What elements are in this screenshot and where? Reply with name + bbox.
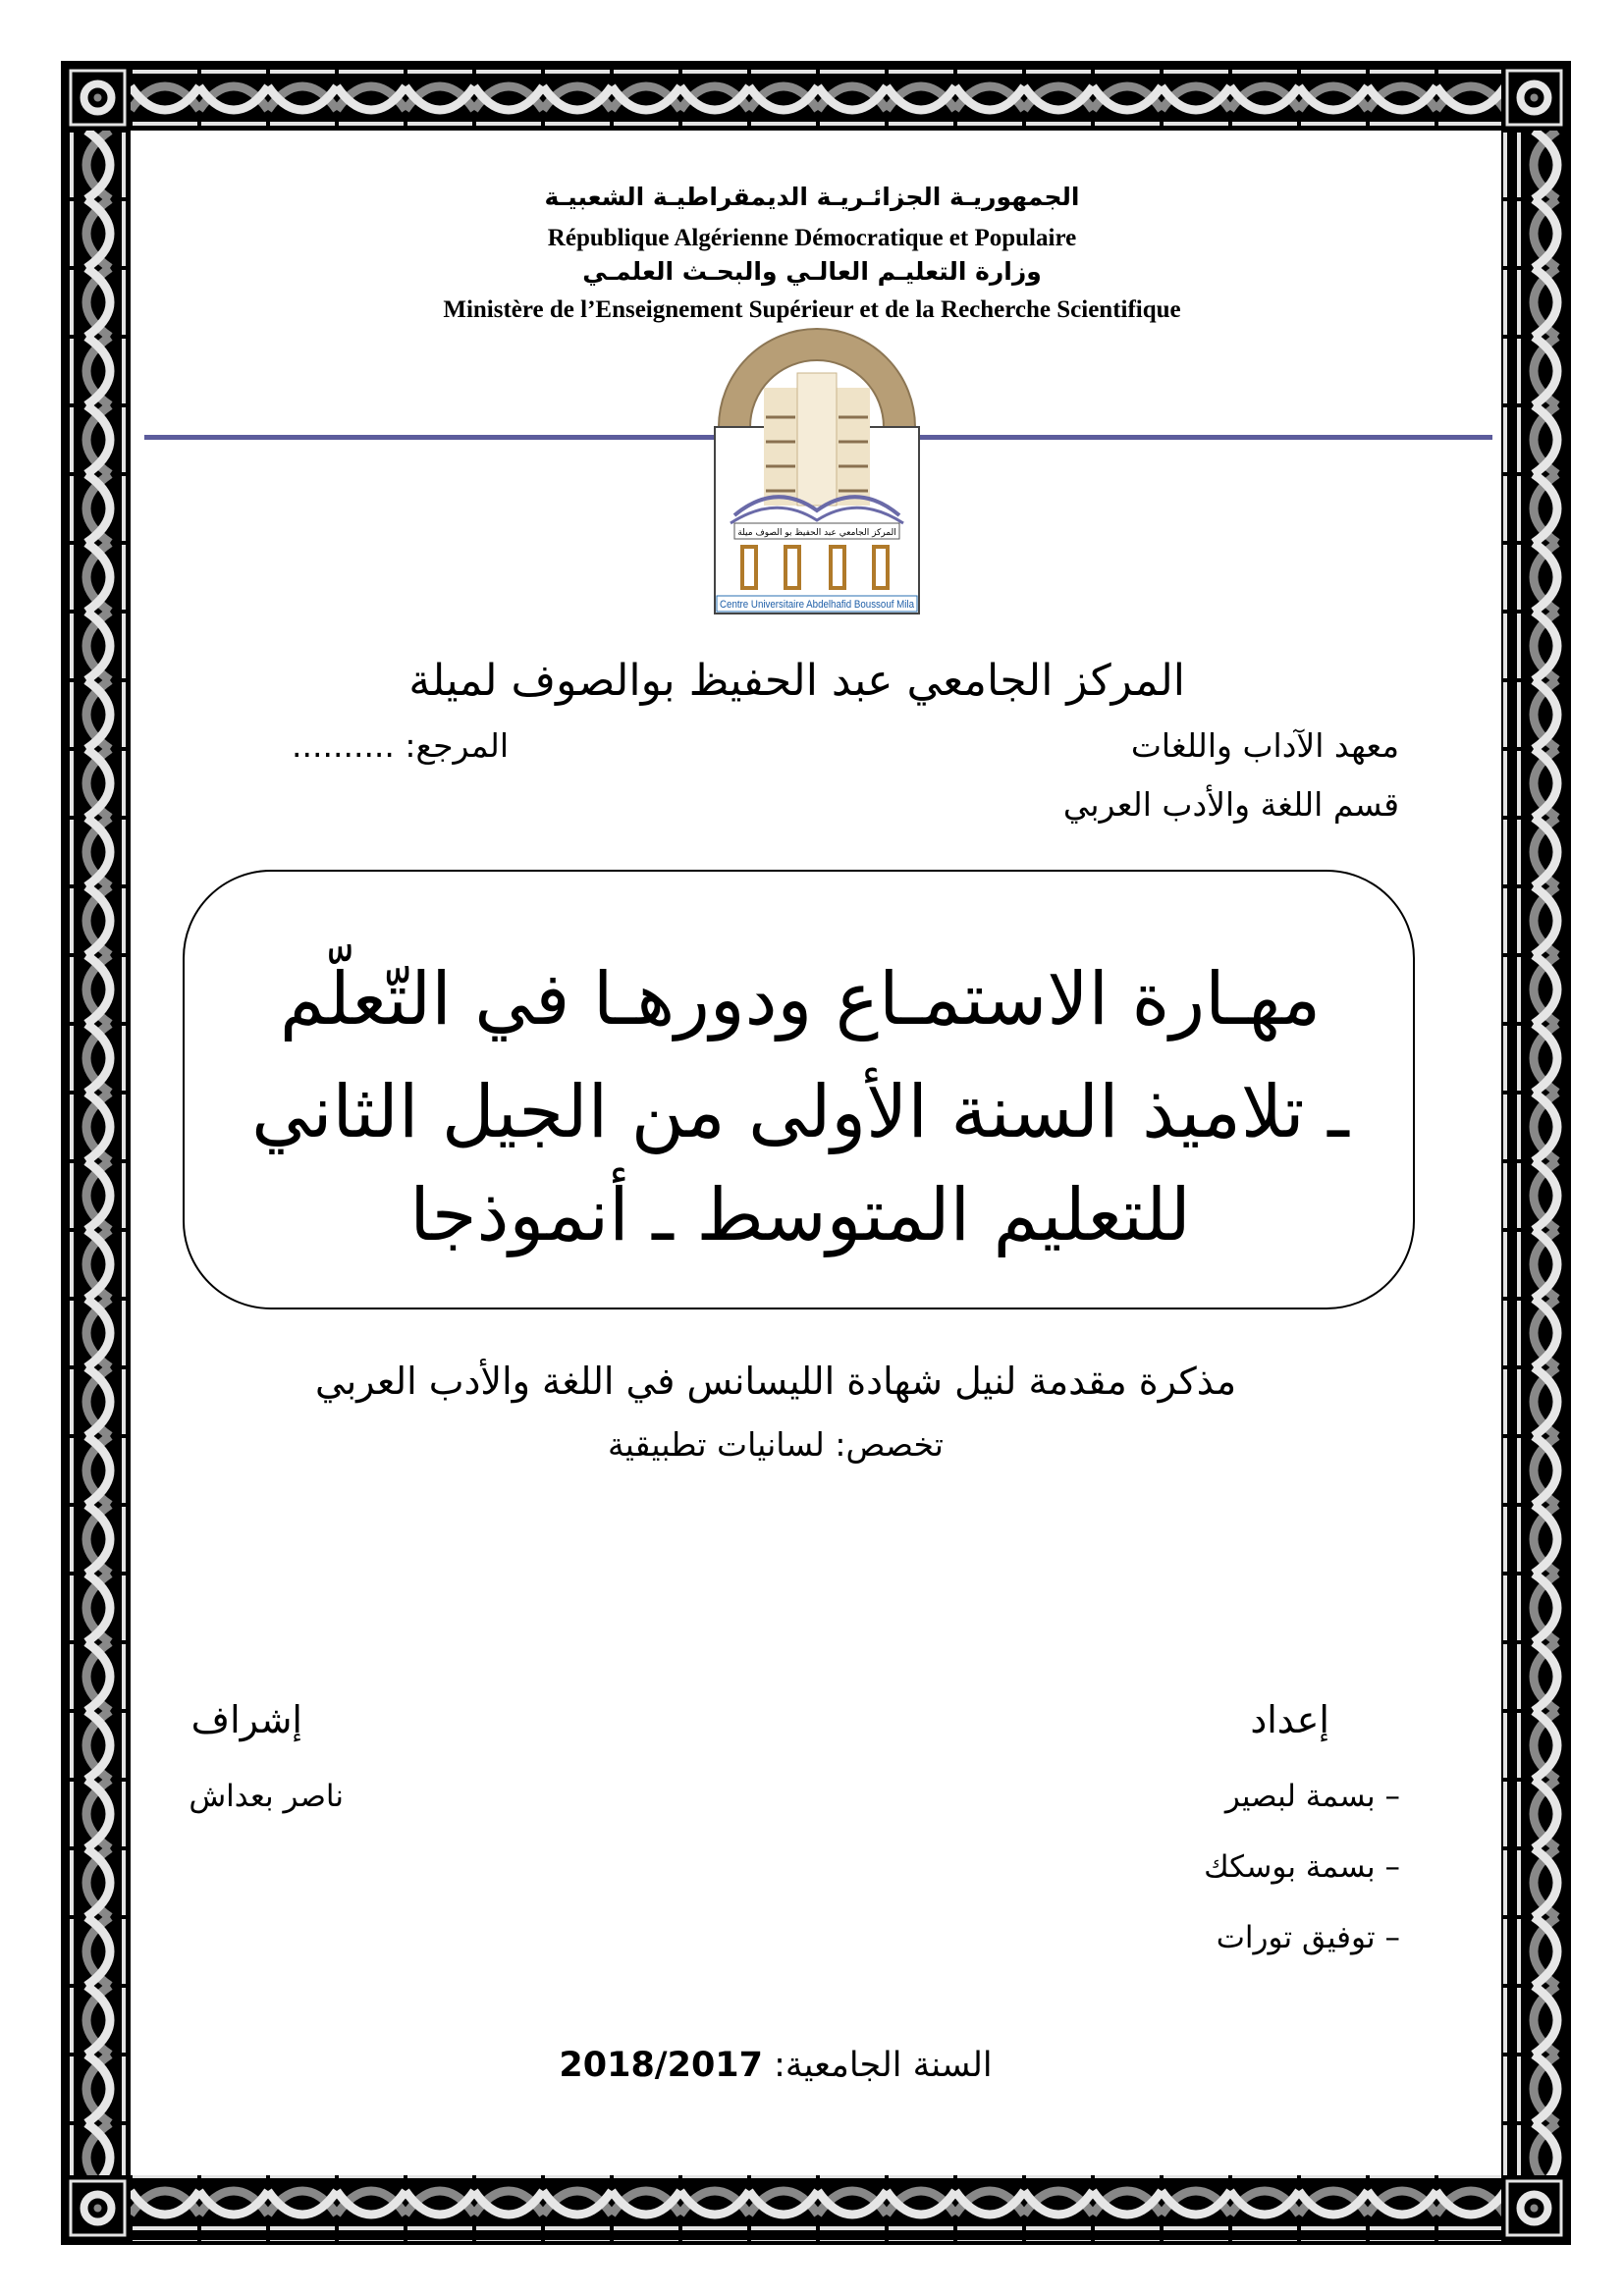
republic-french: République Algérienne Démocratique et Populaire: [547, 225, 1077, 251]
thesis-title-line-2: ـ تلاميذ السنة الأولى من الجيل الثاني: [251, 1070, 1349, 1154]
academic-year: [285, 2046, 1267, 2085]
prepared-by-label: إعداد: [1250, 1698, 1329, 1741]
ministry-arabic: وزارة التعليـم العالـي والبحـث العلمـي: [582, 257, 1042, 286]
student-list-item: – بسمة لبصير: [1224, 1779, 1400, 1814]
institute-name: معهد الآداب واللغات: [1130, 726, 1399, 765]
student-list-item: – بسمة بوسكك: [1204, 1849, 1400, 1885]
thesis-title-line-1: مهـارة الاستمـاع ودورهـا في التّعلّم: [279, 957, 1322, 1041]
reference-number: المرجع: ..........: [292, 726, 509, 765]
ministry-french: Ministère de l’Enseignement Supérieur et de la Recherche Scientifique: [443, 296, 1181, 323]
logo-arabic-caption: المركز الجامعي عبد الحفيظ بو الصوف ميلة: [737, 528, 896, 538]
student-name: توفيق تورات: [1216, 1920, 1376, 1955]
department-name: قسم اللغة والأدب العربي: [1062, 785, 1399, 824]
thesis-title-line-3: للتعليم المتوسط ـ أنموذجا: [409, 1173, 1191, 1257]
university-logo: [707, 319, 928, 618]
academic-year-value: 2018/2017: [559, 2046, 763, 2085]
specialty: تخصص: لسانيات تطبيقية: [608, 1425, 944, 1464]
republic-arabic: الجمهوريـة الجزائـريـة الديمقراطيـة الشعبيـة: [544, 183, 1080, 211]
supervisor-name: ناصر بعداش: [189, 1779, 344, 1814]
university-name: المركز الجامعي عبد الحفيظ بوالصوف لميلة: [408, 656, 1185, 706]
student-name: بسمة لبصير: [1224, 1779, 1376, 1814]
degree-statement: مذكرة مقدمة لنيل شهادة الليسانس في اللغة والأدب العربي: [314, 1360, 1237, 1403]
supervision-label: إشراف: [190, 1698, 302, 1741]
student-name: بسمة بوسكك: [1204, 1849, 1376, 1885]
academic-year-label: السنة الجامعية:: [774, 2046, 993, 2085]
logo-caption: Centre Universitaire Abdelhafid Boussouf Mila: [720, 599, 915, 611]
student-list-item: – توفيق تورات: [1216, 1920, 1400, 1955]
